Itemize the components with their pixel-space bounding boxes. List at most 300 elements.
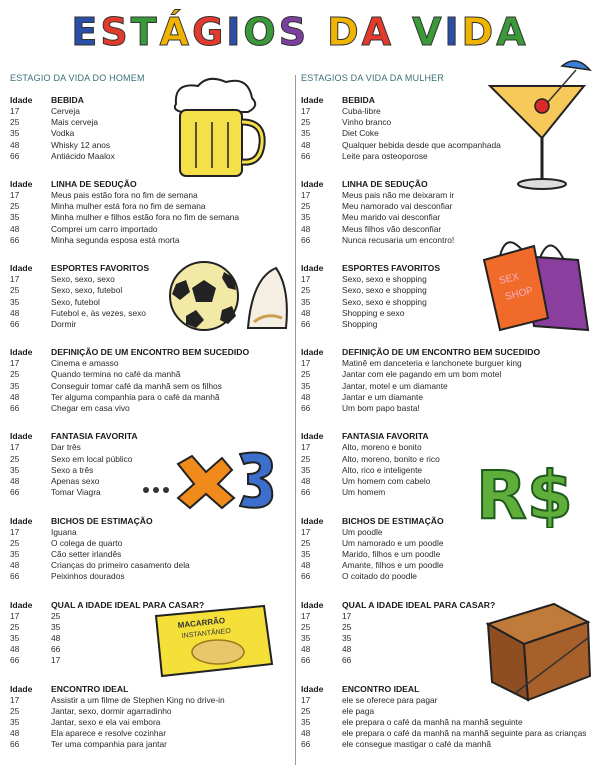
age-column-label: Idade <box>301 431 324 442</box>
age-value: 25 <box>301 705 311 716</box>
table-row <box>10 274 149 285</box>
age-value: 48 <box>10 139 20 150</box>
age-value: 66 <box>10 739 20 750</box>
section-header <box>10 430 138 442</box>
age-value: 35 <box>301 296 311 307</box>
table-row <box>10 728 225 739</box>
woman-section <box>301 94 501 162</box>
age-value: 17 <box>10 106 20 116</box>
answer-text: Meus pais não me deixaram ir <box>342 190 455 201</box>
man-section <box>10 683 225 751</box>
section-title: LINHA DE SEDUÇÃO <box>51 179 137 190</box>
age-value: 66 <box>10 655 20 666</box>
woman-section <box>301 515 444 583</box>
age-value: 25 <box>10 705 20 716</box>
answer-text: Conseguir tomar café da manhã sem os filhos <box>51 380 222 391</box>
table-row <box>10 717 225 728</box>
section-title: ENCONTRO IDEAL <box>51 683 129 694</box>
answer-text: Sexo, sexo, sexo <box>51 274 115 285</box>
man-section <box>10 262 149 330</box>
table-row <box>301 369 540 380</box>
age-value: 25 <box>10 201 20 212</box>
age-value: 35 <box>10 632 20 643</box>
answer-text: Matinê em danceteria e lanchonete burguer king <box>342 358 522 369</box>
table-row <box>10 106 115 117</box>
answer-text: Minha mulher e filhos estão fora no fim de semana <box>51 212 240 223</box>
section-title: BICHOS DE ESTIMAÇÃO <box>51 515 153 526</box>
table-row <box>301 274 440 285</box>
section-title: ENCONTRO IDEAL <box>342 683 420 694</box>
age-value: 66 <box>10 487 20 498</box>
table-row <box>10 454 138 465</box>
age-value: 66 <box>301 150 311 161</box>
man-section <box>10 515 190 583</box>
section-title: FANTASIA FAVORITA <box>51 431 138 442</box>
age-column-label: Idade <box>10 95 33 105</box>
answer-text: Marido, filhos e um poodle <box>342 548 441 559</box>
section-title: BEBIDA <box>51 95 84 105</box>
table-row <box>301 235 454 246</box>
answer-text: Apenas sexo <box>51 475 100 486</box>
age-value: 35 <box>301 464 311 475</box>
age-column-label: Idade <box>10 263 33 274</box>
beer-mug-illustration <box>168 72 268 182</box>
age-column-label: Idade <box>301 347 324 358</box>
section-header <box>10 683 225 695</box>
table-row <box>10 560 190 571</box>
age-value: 17 <box>301 610 311 621</box>
age-value: 17 <box>10 610 20 621</box>
title-letter: T <box>130 10 160 54</box>
table-row <box>301 549 444 560</box>
table-row <box>10 571 190 582</box>
table-row <box>301 622 495 633</box>
title-letter: I <box>226 10 244 54</box>
age-value: 66 <box>301 571 311 582</box>
table-row <box>10 369 249 380</box>
age-value: 35 <box>301 548 311 559</box>
table-row <box>301 106 501 117</box>
answer-text: Shopping e sexo <box>342 307 405 318</box>
answer-text: Assistir a um filme de Stephen King no drive-in <box>51 694 225 705</box>
man-section <box>10 346 249 414</box>
section-header <box>301 262 440 274</box>
age-value: 17 <box>10 442 20 453</box>
woman-column-heading: ESTAGIOS DA VIDA DA MULHER <box>301 73 445 83</box>
age-value: 35 <box>10 212 20 223</box>
shopping-bags-illustration <box>478 226 596 334</box>
age-value: 35 <box>301 717 311 728</box>
svg-text:SHOP: SHOP <box>504 285 535 303</box>
man-column-heading: ESTAGIO DA VIDA DO HOMEM <box>10 73 145 83</box>
age-value: 48 <box>10 560 20 571</box>
table-row <box>301 190 454 201</box>
man-section <box>10 430 138 498</box>
answer-text: Antiácido Maalox <box>51 150 115 161</box>
section-title: BEBIDA <box>342 95 375 105</box>
answer-text: Meus pais estão fora no fim de semana <box>51 190 198 201</box>
age-value: 48 <box>10 223 20 234</box>
table-row <box>301 212 454 223</box>
age-value: 66 <box>10 234 20 245</box>
table-row <box>10 319 149 330</box>
section-title: DEFINIÇÃO DE UM ENCONTRO BEM SUCEDIDO <box>342 347 541 358</box>
answer-text: Jantar e um diamante <box>342 391 424 402</box>
table-row <box>10 739 225 750</box>
age-column-label: Idade <box>10 179 33 190</box>
answer-text: 35 <box>51 621 61 632</box>
table-row <box>10 190 239 201</box>
age-value: 17 <box>10 526 20 537</box>
answer-text: Qualquer bebida desde que acompanhada <box>342 139 501 150</box>
answer-text: Um poodle <box>342 526 383 537</box>
age-value: 48 <box>301 728 311 739</box>
age-column-label: Idade <box>10 515 33 526</box>
table-row <box>10 695 225 706</box>
answer-text: Ela aparece e resolve cozinhar <box>51 728 166 739</box>
age-value: 66 <box>10 571 20 582</box>
age-value: 17 <box>10 358 20 369</box>
answer-text: Sexo, sexo e shopping <box>342 285 427 296</box>
age-column-label: Idade <box>301 683 324 694</box>
answer-text: Um bom papo basta! <box>342 403 420 414</box>
section-title: DEFINIÇÃO DE UM ENCONTRO BEM SUCEDIDO <box>51 347 250 358</box>
section-header <box>10 262 149 274</box>
table-row <box>301 403 540 414</box>
answer-text: Diet Coke <box>342 128 379 139</box>
table-row <box>10 549 190 560</box>
answer-text: 66 <box>51 644 61 655</box>
age-value: 48 <box>10 475 20 486</box>
age-value: 66 <box>301 318 311 329</box>
section-header <box>301 178 454 190</box>
age-column-label: Idade <box>10 347 33 358</box>
table-row <box>301 224 454 235</box>
section-title: FANTASIA FAVORITA <box>342 431 429 442</box>
answer-text: Tomar Viagra <box>51 487 101 498</box>
answer-text: Vinho branco <box>342 117 392 128</box>
table-row <box>10 465 138 476</box>
section-header <box>301 599 495 611</box>
table-row <box>301 381 540 392</box>
answer-text: Cinema e amasso <box>51 358 119 369</box>
answer-text: Shopping <box>342 318 378 329</box>
answer-text: Sexo em local público <box>51 453 133 464</box>
table-row <box>301 319 440 330</box>
title-letter: S <box>100 10 131 54</box>
age-value: 25 <box>10 621 20 632</box>
age-value: 25 <box>301 537 311 548</box>
answer-text: ele consegue mastigar o café da manhã <box>342 739 491 750</box>
man-section <box>10 94 115 162</box>
svg-text:INSTANTÂNEO: INSTANTÂNEO <box>181 627 232 640</box>
age-column-label: Idade <box>10 599 33 610</box>
age-value: 17 <box>301 526 311 537</box>
answer-text: Sexo, sexo e shopping <box>342 296 427 307</box>
table-row <box>10 235 239 246</box>
answer-text: ele se oferece para pagar <box>342 694 438 705</box>
age-value: 17 <box>10 190 20 201</box>
table-row <box>10 308 149 319</box>
age-value: 35 <box>10 548 20 559</box>
answer-text: 48 <box>51 632 61 643</box>
table-row <box>10 358 249 369</box>
title-letter: Á <box>159 10 193 54</box>
table-row <box>10 381 249 392</box>
answer-text: Iguana <box>51 526 77 537</box>
age-value: 35 <box>301 380 311 391</box>
table-row <box>10 140 115 151</box>
section-header <box>301 430 440 442</box>
age-column-label: Idade <box>301 515 324 526</box>
table-row <box>301 739 586 750</box>
answer-text: Jantar, motel e um diamante <box>342 380 448 391</box>
age-value: 35 <box>10 128 20 139</box>
answer-text: 17 <box>342 610 352 621</box>
answer-text: Sexo a três <box>51 464 94 475</box>
age-value: 17 <box>301 190 311 201</box>
title-letter: D <box>327 10 362 54</box>
table-row <box>10 224 239 235</box>
age-value: 25 <box>10 117 20 128</box>
age-value: 66 <box>10 318 20 329</box>
answer-text: Alto, moreno e bonito <box>342 442 422 453</box>
age-value: 48 <box>301 139 311 150</box>
table-row <box>301 527 444 538</box>
age-value: 25 <box>301 285 311 296</box>
answer-text: Whisky 12 anos <box>51 139 111 150</box>
answer-text: 25 <box>51 610 61 621</box>
title-letter: E <box>71 10 101 54</box>
table-row <box>10 212 239 223</box>
age-value: 35 <box>10 296 20 307</box>
age-value: 66 <box>301 403 311 414</box>
table-row <box>10 487 138 498</box>
age-value: 66 <box>10 150 20 161</box>
section-header <box>10 94 115 106</box>
section-header <box>301 515 444 527</box>
age-value: 48 <box>10 728 20 739</box>
table-row <box>301 151 501 162</box>
age-value: 25 <box>10 285 20 296</box>
answer-text: Peixinhos dourados <box>51 571 125 582</box>
age-value: 25 <box>301 621 311 632</box>
answer-text: Sexo, sexo, futebol <box>51 285 123 296</box>
answer-text: Dar três <box>51 442 81 453</box>
section-title: QUAL A IDADE IDEAL PARA CASAR? <box>342 599 496 610</box>
table-row <box>301 644 495 655</box>
answer-text: Jantar, sexo e ela vai embora <box>51 717 161 728</box>
age-value: 35 <box>10 717 20 728</box>
table-row <box>301 465 440 476</box>
age-value: 35 <box>10 380 20 391</box>
age-value: 48 <box>301 560 311 571</box>
answer-text: Mais cerveja <box>51 117 99 128</box>
table-row <box>10 285 149 296</box>
answer-text: Dormir <box>51 318 77 329</box>
table-row <box>10 527 190 538</box>
answer-text: Crianças do primeiro casamento dela <box>51 560 190 571</box>
age-value: 17 <box>301 358 311 369</box>
answer-text: Alto, moreno, bonito e rico <box>342 453 440 464</box>
table-row <box>10 201 239 212</box>
age-value: 48 <box>10 644 20 655</box>
age-column-label: Idade <box>301 263 324 274</box>
money-symbol-illustration <box>472 448 582 528</box>
table-row <box>10 442 138 453</box>
answer-text: Meu namorado vai desconfiar <box>342 201 453 212</box>
table-row <box>301 633 495 644</box>
answer-text: Comprei um carro importado <box>51 223 158 234</box>
table-row <box>301 611 495 622</box>
age-value: 48 <box>301 223 311 234</box>
answer-text: Minha mulher está fora no fim de semana <box>51 201 206 212</box>
answer-text: 17 <box>51 655 61 666</box>
table-row <box>301 128 501 139</box>
table-row <box>10 476 138 487</box>
title-letter: V <box>412 10 445 54</box>
answer-text: 35 <box>342 632 352 643</box>
age-value: 66 <box>301 655 311 666</box>
section-header <box>301 94 501 106</box>
table-row <box>301 285 440 296</box>
table-row <box>301 728 586 739</box>
title-letter: A <box>361 10 395 54</box>
table-row <box>301 476 440 487</box>
table-row <box>10 151 115 162</box>
times-three-illustration <box>140 442 280 512</box>
table-row <box>301 571 444 582</box>
age-column-label: Idade <box>301 95 324 105</box>
cocktail-glass-illustration <box>488 56 594 194</box>
age-value: 66 <box>301 234 311 245</box>
answer-text: Minha segunda esposa está morta <box>51 234 180 245</box>
age-value: 48 <box>301 307 311 318</box>
man-section <box>10 178 239 246</box>
answer-text: Sexo, sexo e shopping <box>342 274 427 285</box>
title-letter: O <box>243 10 279 54</box>
instant-noodles-illustration <box>148 600 278 682</box>
answer-text: ele prepara o café da manhã na manhã seguinte para as crianças <box>342 728 587 739</box>
answer-text: Alto, rico e inteligente <box>342 464 423 475</box>
age-value: 17 <box>301 274 311 285</box>
page-title <box>0 10 600 60</box>
section-header <box>10 346 249 358</box>
answer-text: 66 <box>342 655 352 666</box>
answer-text: Futebol e, às vezes, sexo <box>51 307 146 318</box>
age-value: 17 <box>10 694 20 705</box>
section-header <box>301 346 540 358</box>
wooden-box-illustration <box>484 598 596 704</box>
woman-section <box>301 599 495 667</box>
age-value: 25 <box>10 369 20 380</box>
table-row <box>10 706 225 717</box>
table-row <box>301 308 440 319</box>
answer-text: Cerveja <box>51 106 80 116</box>
answer-text: Quando termina no café da manhã <box>51 369 181 380</box>
title-letter: D <box>461 10 497 54</box>
age-value: 25 <box>301 369 311 380</box>
svg-text:SEX: SEX <box>498 271 521 287</box>
age-value: 35 <box>301 212 311 223</box>
answer-text: Chegar em casa vivo <box>51 403 130 414</box>
table-row <box>301 297 440 308</box>
table-row <box>301 560 444 571</box>
answer-text: Amante, filhos e um poodle <box>342 560 444 571</box>
table-row <box>10 538 190 549</box>
age-value: 17 <box>301 694 311 705</box>
age-value: 17 <box>10 274 20 285</box>
age-value: 48 <box>301 391 311 402</box>
answer-text: Jantar com ele pagando em um bom motel <box>342 369 502 380</box>
table-row <box>301 454 440 465</box>
age-value: 17 <box>301 106 311 116</box>
age-column-label: Idade <box>301 179 324 190</box>
table-row <box>301 392 540 403</box>
age-column-label: Idade <box>10 431 33 442</box>
title-letter: G <box>192 10 227 54</box>
soccer-ball-illustration <box>166 258 292 334</box>
section-title: LINHA DE SEDUÇÃO <box>342 179 428 190</box>
table-row <box>301 442 440 453</box>
age-value: 66 <box>301 487 311 498</box>
table-row <box>301 140 501 151</box>
table-row <box>301 717 586 728</box>
table-row <box>301 706 586 717</box>
age-value: 66 <box>301 739 311 750</box>
answer-text: Vodka <box>51 128 75 139</box>
answer-text: Um homem com cabelo <box>342 475 431 486</box>
woman-section <box>301 430 440 498</box>
age-column-label: Idade <box>301 599 324 610</box>
section-title: ESPORTES FAVORITOS <box>342 263 441 274</box>
age-value: 25 <box>301 117 311 128</box>
section-title: ESPORTES FAVORITOS <box>51 263 150 274</box>
answer-text: 25 <box>342 621 352 632</box>
title-letter: S <box>278 10 310 54</box>
age-value: 25 <box>301 201 311 212</box>
svg-text:R$: R$ <box>476 457 573 528</box>
answer-text: Leite para osteoporose <box>342 150 428 161</box>
table-row <box>301 117 501 128</box>
answer-text: Nunca recusaria um encontro! <box>342 234 455 245</box>
woman-section <box>301 346 540 414</box>
age-value: 25 <box>301 453 311 464</box>
age-value: 66 <box>10 403 20 414</box>
column-divider <box>295 75 296 765</box>
answer-text: Meus filhos vão desconfiar <box>342 223 442 234</box>
answer-text: Ter uma companhia para jantar <box>51 739 167 750</box>
age-value: 17 <box>301 442 311 453</box>
table-row <box>10 297 149 308</box>
table-row <box>301 655 495 666</box>
answer-text: Cuba-libre <box>342 106 381 116</box>
answer-text: O colega de quarto <box>51 537 123 548</box>
answer-text: Sexo, futebol <box>51 296 100 307</box>
title-letter: A <box>496 10 529 54</box>
age-value: 35 <box>10 464 20 475</box>
table-row <box>10 128 115 139</box>
table-row <box>301 538 444 549</box>
age-value: 35 <box>301 632 311 643</box>
answer-text: Um homem <box>342 487 386 498</box>
title-letter: I <box>444 10 462 54</box>
table-row <box>301 201 454 212</box>
answer-text: Um namorado e um poodle <box>342 537 444 548</box>
age-value: 35 <box>301 128 311 139</box>
age-value: 48 <box>10 307 20 318</box>
table-row <box>10 403 249 414</box>
